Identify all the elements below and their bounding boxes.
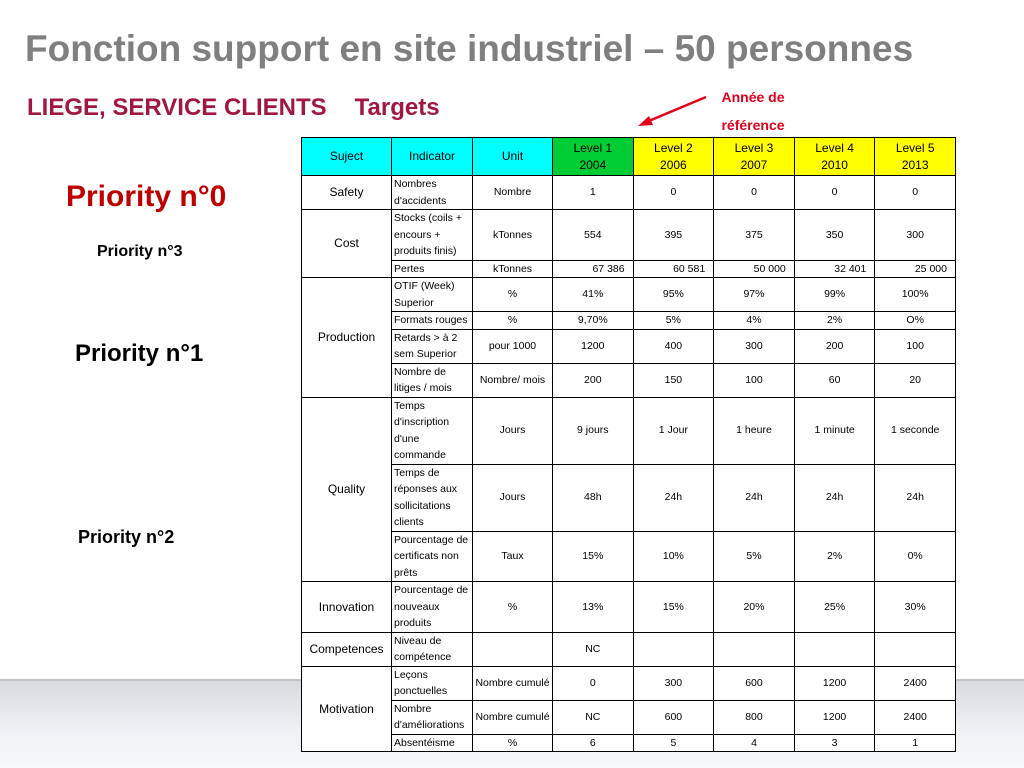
value-cell: 5% — [714, 531, 795, 582]
unit-cell: % — [473, 312, 553, 330]
arrow-icon — [630, 88, 710, 133]
level-label: Level 3 — [734, 140, 774, 155]
unit-cell: Nombre cumulé — [473, 700, 553, 734]
value-cell: 24h — [633, 464, 714, 531]
targets-table — [301, 137, 956, 752]
subject-cell: Production — [302, 278, 392, 398]
table-row — [302, 329, 956, 363]
table-row — [302, 632, 956, 666]
value-cell: 67 386 — [553, 260, 634, 278]
subject-cell: Quality — [302, 397, 392, 582]
value-cell: 300 — [714, 329, 795, 363]
value-cell: 0% — [875, 531, 956, 582]
indicator-cell: Leçons ponctuelles — [392, 666, 473, 700]
table-row — [302, 464, 956, 531]
value-cell: 800 — [714, 700, 795, 734]
value-cell: 1200 — [794, 666, 875, 700]
value-cell: 24h — [714, 464, 795, 531]
indicator-cell: Nombre de litiges / mois — [392, 363, 473, 397]
indicator-cell: Temps d'inscription d'une commande — [392, 397, 473, 464]
value-cell: 60 — [794, 363, 875, 397]
unit-cell: % — [473, 734, 553, 752]
indicator-cell: Nombre d'améliorations — [392, 700, 473, 734]
table-row — [302, 700, 956, 734]
level-year: 2004 — [579, 157, 607, 172]
priority-2-label: Priority n°2 — [78, 527, 175, 547]
value-cell: 395 — [633, 210, 714, 261]
level-year: 2006 — [660, 157, 687, 172]
value-cell: 150 — [633, 363, 714, 397]
value-cell: 9 jours — [553, 397, 634, 464]
level-label: Level 5 — [895, 140, 935, 155]
value-cell: 350 — [794, 210, 875, 261]
subject-cell: Motivation — [302, 666, 392, 752]
value-cell: 0 — [794, 176, 875, 210]
table-row — [302, 312, 956, 330]
value-cell: 15% — [553, 531, 634, 582]
table-row — [302, 531, 956, 582]
indicator-cell: Niveau de compétence — [392, 632, 473, 666]
header-level-4 — [794, 138, 875, 176]
value-cell: 300 — [875, 210, 956, 261]
table-header-row — [302, 138, 956, 176]
value-cell: 0 — [714, 176, 795, 210]
value-cell: 60 581 — [633, 260, 714, 278]
value-cell: 41% — [553, 278, 634, 312]
value-cell: NC — [553, 700, 634, 734]
unit-cell: % — [473, 582, 553, 633]
value-cell: 2% — [794, 312, 875, 330]
header-level-5 — [875, 138, 956, 176]
value-cell: 1 heure — [714, 397, 795, 464]
value-cell: 1 seconde — [875, 397, 956, 464]
value-cell: 20% — [714, 582, 795, 633]
value-cell: 5 — [633, 734, 714, 752]
value-cell: 4 — [714, 734, 795, 752]
unit-cell: kTonnes — [473, 210, 553, 261]
value-cell: O% — [875, 312, 956, 330]
unit-cell: pour 1000 — [473, 329, 553, 363]
value-cell: 1 — [553, 176, 634, 210]
table-row — [302, 363, 956, 397]
indicator-cell: Pertes — [392, 260, 473, 278]
value-cell — [714, 632, 795, 666]
value-cell: 2400 — [875, 666, 956, 700]
unit-cell: Nombre/ mois — [473, 363, 553, 397]
unit-cell: % — [473, 278, 553, 312]
slide-subtitle — [27, 94, 440, 122]
value-cell: 1 minute — [794, 397, 875, 464]
indicator-cell: Retards > à 2 sem Superior — [392, 329, 473, 363]
value-cell: 200 — [553, 363, 634, 397]
indicator-cell: Formats rouges — [392, 312, 473, 330]
priority-0-label: Priority n°0 — [66, 180, 227, 213]
table-row — [302, 260, 956, 278]
level-label: Level 4 — [815, 140, 854, 155]
header-level-1 — [553, 138, 634, 176]
value-cell: 400 — [633, 329, 714, 363]
unit-cell: Jours — [473, 464, 553, 531]
subject-cell: Innovation — [302, 582, 392, 633]
table-row — [302, 397, 956, 464]
reference-year-annotation — [700, 83, 806, 139]
value-cell: 20 — [875, 363, 956, 397]
unit-cell — [473, 632, 553, 666]
table-row — [302, 176, 956, 210]
unit-cell: Nombre — [473, 176, 553, 210]
value-cell: 1200 — [553, 329, 634, 363]
value-cell: 25 000 — [875, 260, 956, 278]
unit-cell: Nombre cumulé — [473, 666, 553, 700]
value-cell: 0 — [875, 176, 956, 210]
annotation-line-1: Année de — [721, 89, 785, 105]
indicator-cell: Nombres d'accidents — [392, 176, 473, 210]
value-cell — [794, 632, 875, 666]
value-cell: 13% — [553, 582, 634, 633]
value-cell: NC — [553, 632, 634, 666]
value-cell: 3 — [794, 734, 875, 752]
value-cell: 200 — [794, 329, 875, 363]
value-cell: 10% — [633, 531, 714, 582]
value-cell — [875, 632, 956, 666]
value-cell: 0 — [633, 176, 714, 210]
value-cell: 50 000 — [714, 260, 795, 278]
value-cell: 1 Jour — [633, 397, 714, 464]
indicator-cell: Temps de réponses aux sollicitations clients — [392, 464, 473, 531]
value-cell: 48h — [553, 464, 634, 531]
header-level-3 — [714, 138, 795, 176]
indicator-cell: Stocks (coils + encours + produits finis) — [392, 210, 473, 261]
value-cell: 600 — [633, 700, 714, 734]
priority-3-label: Priority n°3 — [97, 243, 183, 260]
value-cell: 554 — [553, 210, 634, 261]
value-cell: 375 — [714, 210, 795, 261]
value-cell: 4% — [714, 312, 795, 330]
annotation-line-2: référence — [721, 117, 785, 133]
level-year: 2010 — [821, 157, 848, 172]
header-level-2 — [633, 138, 714, 176]
header-subject: Suject — [302, 138, 392, 176]
unit-cell: Jours — [473, 397, 553, 464]
indicator-cell: Pourcentage de nouveaux produits — [392, 582, 473, 633]
level-year: 2007 — [740, 157, 768, 172]
value-cell — [633, 632, 714, 666]
value-cell: 0 — [553, 666, 634, 700]
subtitle-targets: Targets — [354, 94, 440, 121]
value-cell: 32 401 — [794, 260, 875, 278]
header-unit: Unit — [473, 138, 553, 176]
indicator-cell: Absentéisme — [392, 734, 473, 752]
table-row — [302, 582, 956, 633]
table-row — [302, 210, 956, 261]
value-cell: 9,70% — [553, 312, 634, 330]
value-cell: 2% — [794, 531, 875, 582]
slide-title: Fonction support en site industriel – 50 personnes — [25, 28, 914, 69]
value-cell: 15% — [633, 582, 714, 633]
priority-1-label: Priority n°1 — [75, 340, 204, 367]
level-label: Level 1 — [573, 140, 613, 155]
value-cell: 300 — [633, 666, 714, 700]
value-cell: 6 — [553, 734, 634, 752]
subtitle-site: LIEGE, SERVICE CLIENTS — [27, 94, 327, 121]
level-year: 2013 — [901, 157, 929, 172]
indicator-cell: Pourcentage de certificats non prêts — [392, 531, 473, 582]
subject-cell: Cost — [302, 210, 392, 278]
value-cell: 1200 — [794, 700, 875, 734]
value-cell: 99% — [794, 278, 875, 312]
value-cell: 5% — [633, 312, 714, 330]
value-cell: 25% — [794, 582, 875, 633]
header-indicator: Indicator — [392, 138, 473, 176]
level-label: Level 2 — [654, 140, 693, 155]
unit-cell: Taux — [473, 531, 553, 582]
value-cell: 97% — [714, 278, 795, 312]
value-cell: 100 — [714, 363, 795, 397]
value-cell: 30% — [875, 582, 956, 633]
subject-cell: Competences — [302, 632, 392, 666]
table-row — [302, 734, 956, 752]
value-cell: 600 — [714, 666, 795, 700]
value-cell: 2400 — [875, 700, 956, 734]
table-row — [302, 666, 956, 700]
subject-cell: Safety — [302, 176, 392, 210]
value-cell: 24h — [794, 464, 875, 531]
value-cell: 100% — [875, 278, 956, 312]
value-cell: 1 — [875, 734, 956, 752]
indicator-cell: OTIF (Week) Superior — [392, 278, 473, 312]
value-cell: 95% — [633, 278, 714, 312]
table-row — [302, 278, 956, 312]
value-cell: 100 — [875, 329, 956, 363]
value-cell: 24h — [875, 464, 956, 531]
unit-cell: kTonnes — [473, 260, 553, 278]
